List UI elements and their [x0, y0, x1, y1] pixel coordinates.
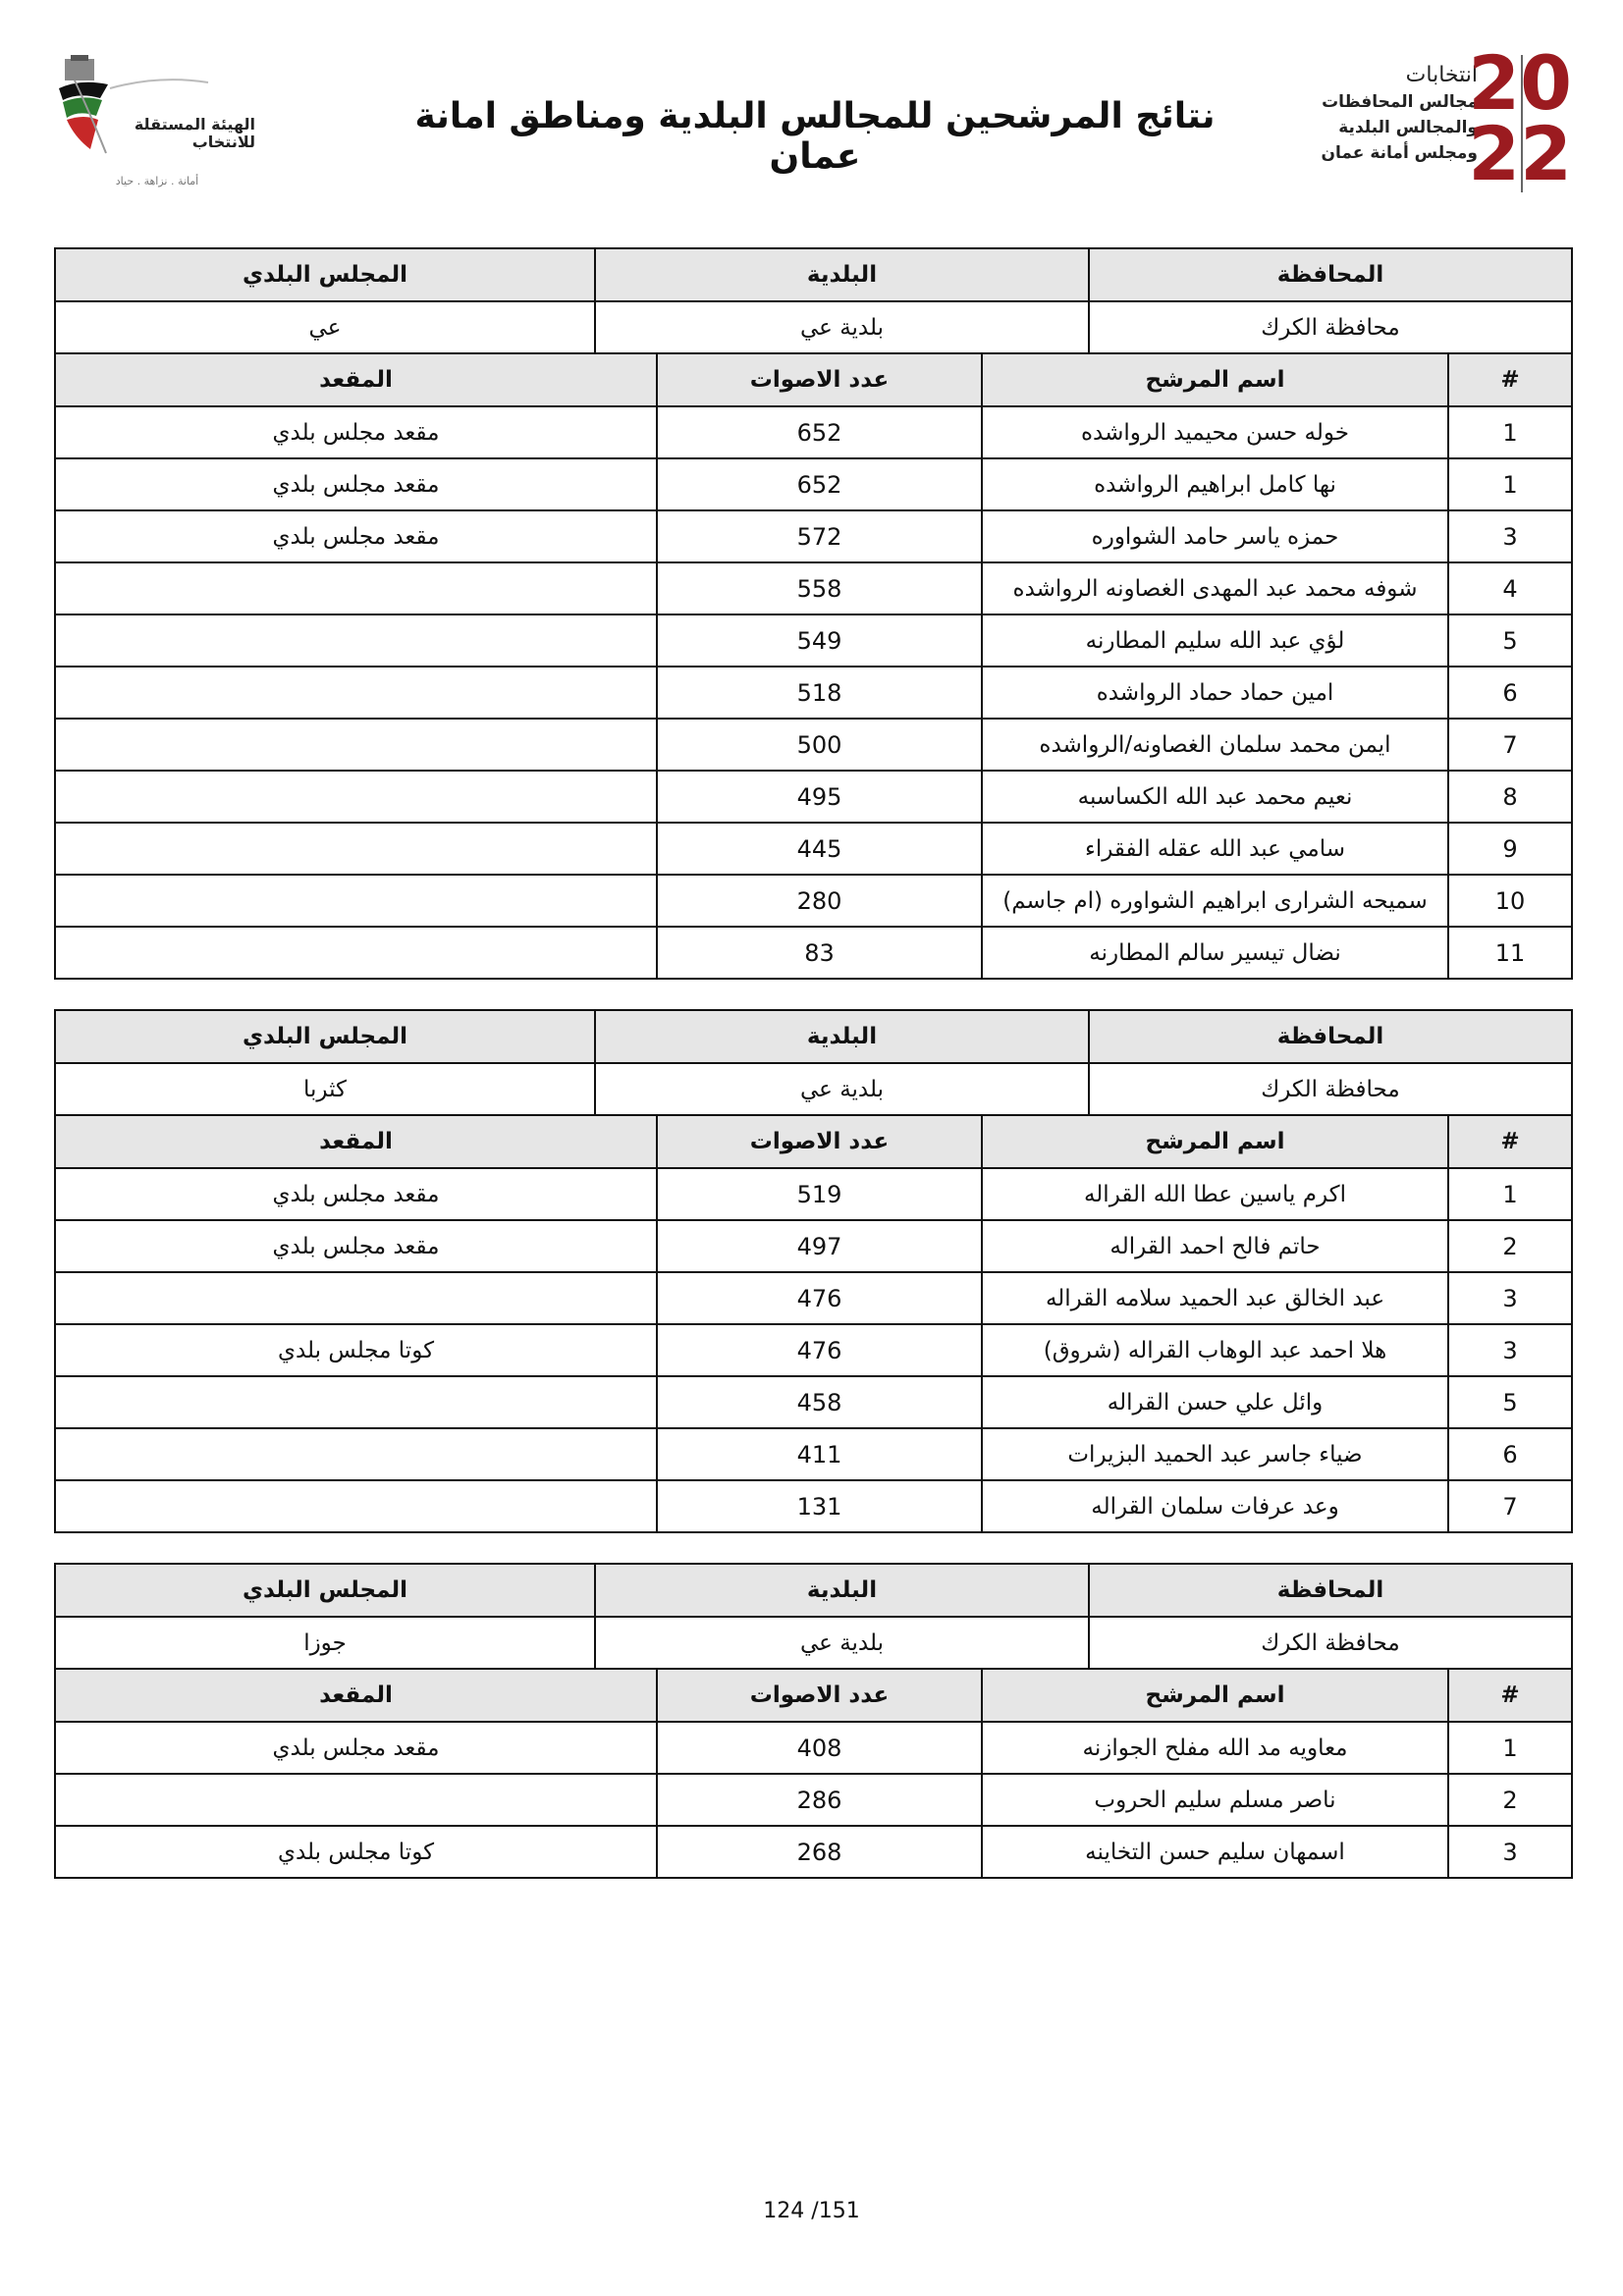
- table-row: [55, 1722, 1572, 1774]
- location-table: [54, 247, 1573, 354]
- governorate-header: المحافظة: [1089, 1564, 1572, 1617]
- candidate-name-cell: حمزه ياسر حامد الشواوره: [982, 510, 1448, 562]
- rank-cell: 3: [1448, 1826, 1572, 1878]
- seat-cell: [55, 1376, 657, 1428]
- seat-cell: مقعد مجلس بلدي: [55, 458, 657, 510]
- rank-cell: 3: [1448, 510, 1572, 562]
- index-header: #: [1448, 353, 1572, 406]
- seat-header: المقعد: [55, 1669, 657, 1722]
- rank-cell: 7: [1448, 719, 1572, 771]
- seat-cell: [55, 719, 657, 771]
- council-value: عي: [55, 301, 595, 353]
- seat-cell: مقعد مجلس بلدي: [55, 1220, 657, 1272]
- seat-cell: [55, 614, 657, 667]
- seat-cell: مقعد مجلس بلدي: [55, 406, 657, 458]
- candidate-name-cell: ناصر مسلم سليم الحروب: [982, 1774, 1448, 1826]
- municipality-header: البلدية: [595, 1010, 1089, 1063]
- seat-cell: [55, 927, 657, 979]
- votes-cell: 411: [657, 1428, 982, 1480]
- seat-cell: [55, 1428, 657, 1480]
- governorate-header: المحافظة: [1089, 248, 1572, 301]
- candidate-name-cell: وعد عرفات سلمان القراله: [982, 1480, 1448, 1532]
- municipality-header: البلدية: [595, 1564, 1089, 1617]
- rank-cell: 10: [1448, 875, 1572, 927]
- seat-cell: [55, 1774, 657, 1826]
- year-top-digits: 20: [1468, 39, 1572, 127]
- rank-cell: 3: [1448, 1272, 1572, 1324]
- table-row: [55, 771, 1572, 823]
- candidate-header: اسم المرشح: [982, 353, 1448, 406]
- rank-cell: 6: [1448, 1428, 1572, 1480]
- candidate-name-cell: عبد الخالق عبد الحميد سلامه القراله: [982, 1272, 1448, 1324]
- candidate-name-cell: اكرم ياسين عطا الله القراله: [982, 1168, 1448, 1220]
- table-row: [55, 927, 1572, 979]
- candidate-name-cell: امين حماد حماد الرواشده: [982, 667, 1448, 719]
- rank-cell: 7: [1448, 1480, 1572, 1532]
- location-table: [54, 1563, 1573, 1670]
- votes-cell: 652: [657, 458, 982, 510]
- seat-cell: [55, 667, 657, 719]
- rank-cell: 1: [1448, 1168, 1572, 1220]
- municipality-header: البلدية: [595, 248, 1089, 301]
- candidate-name-cell: لؤي عبد الله سليم المطارنه: [982, 614, 1448, 667]
- seat-cell: [55, 1272, 657, 1324]
- candidate-name-cell: حاتم فالح احمد القراله: [982, 1220, 1448, 1272]
- candidate-name-cell: ايمن محمد سلمان الغصاونه/الرواشده: [982, 719, 1448, 771]
- seat-cell: [55, 562, 657, 614]
- votes-cell: 558: [657, 562, 982, 614]
- table-row: [55, 667, 1572, 719]
- index-header: #: [1448, 1115, 1572, 1168]
- candidate-name-cell: نها كامل ابراهيم الرواشده: [982, 458, 1448, 510]
- candidate-name-cell: شوفه محمد عبد المهدى الغصاونه الرواشده: [982, 562, 1448, 614]
- seat-cell: كوتا مجلس بلدي: [55, 1826, 657, 1878]
- votes-cell: 549: [657, 614, 982, 667]
- rank-cell: 3: [1448, 1324, 1572, 1376]
- rank-cell: 8: [1448, 771, 1572, 823]
- votes-cell: 572: [657, 510, 982, 562]
- council-value: جوزا: [55, 1617, 595, 1669]
- table-row: [55, 1324, 1572, 1376]
- seat-cell: [55, 823, 657, 875]
- seat-cell: مقعد مجلس بلدي: [55, 1168, 657, 1220]
- candidate-name-cell: معاويه مد الله مفلح الجوازنه: [982, 1722, 1448, 1774]
- commission-tagline: أمانة . نزاهة . حياد: [115, 175, 199, 187]
- candidate-name-cell: سامي عبد الله عقله الفقراء: [982, 823, 1448, 875]
- candidate-name-cell: هلا احمد عبد الوهاب القراله (شروق): [982, 1324, 1448, 1376]
- governorate-value: محافظة الكرك: [1089, 1063, 1572, 1115]
- votes-cell: 280: [657, 875, 982, 927]
- table-row: [55, 562, 1572, 614]
- municipality-value: بلدية عي: [595, 301, 1089, 353]
- table-row: [55, 1168, 1572, 1220]
- candidate-header: اسم المرشح: [982, 1115, 1448, 1168]
- results-table-block: [54, 247, 1571, 980]
- table-row: [55, 1376, 1572, 1428]
- governorate-header: المحافظة: [1089, 1010, 1572, 1063]
- location-table: [54, 1009, 1573, 1116]
- municipality-value: بلدية عي: [595, 1063, 1089, 1115]
- candidate-name-cell: ضياء جاسر عبد الحميد البزيرات: [982, 1428, 1448, 1480]
- seat-cell: كوتا مجلس بلدي: [55, 1324, 657, 1376]
- table-row: [55, 1480, 1572, 1532]
- elections-2022-caption: [1311, 63, 1478, 166]
- seat-cell: [55, 771, 657, 823]
- year-2022-logo: [1468, 39, 1572, 197]
- votes-cell: 286: [657, 1774, 982, 1826]
- commission-name: الهيئة المستقلة للانتخاب: [134, 115, 255, 151]
- table-row: [55, 1272, 1572, 1324]
- seat-header: المقعد: [55, 353, 657, 406]
- page-number: 124 /151: [763, 2199, 860, 2223]
- year-bottom-digits: 22: [1468, 110, 1572, 197]
- votes-cell: 497: [657, 1220, 982, 1272]
- votes-cell: 500: [657, 719, 982, 771]
- votes-cell: 131: [657, 1480, 982, 1532]
- governorate-value: محافظة الكرك: [1089, 1617, 1572, 1669]
- table-row: [55, 1428, 1572, 1480]
- votes-header: عدد الاصوات: [657, 353, 982, 406]
- rank-cell: 6: [1448, 667, 1572, 719]
- council-header: المجلس البلدي: [55, 248, 595, 301]
- candidate-name-cell: نعيم محمد عبد الله الكساسبه: [982, 771, 1448, 823]
- council-header: المجلس البلدي: [55, 1564, 595, 1617]
- rank-cell: 4: [1448, 562, 1572, 614]
- candidates-table: [54, 1668, 1573, 1879]
- candidate-name-cell: اسمهان سليم حسن التخاينه: [982, 1826, 1448, 1878]
- rank-cell: 5: [1448, 1376, 1572, 1428]
- candidate-name-cell: وائل علي حسن القراله: [982, 1376, 1448, 1428]
- table-row: [55, 719, 1572, 771]
- seat-cell: مقعد مجلس بلدي: [55, 510, 657, 562]
- index-header: #: [1448, 1669, 1572, 1722]
- candidates-table: [54, 352, 1573, 980]
- results-table-block: [54, 1563, 1571, 1879]
- rank-cell: 11: [1448, 927, 1572, 979]
- page-title: نتائج المرشحين للمجالس البلدية ومناطق امانة عمان: [414, 96, 1216, 177]
- council-header: المجلس البلدي: [55, 1010, 595, 1063]
- rank-cell: 5: [1448, 614, 1572, 667]
- rank-cell: 2: [1448, 1774, 1572, 1826]
- rank-cell: 9: [1448, 823, 1572, 875]
- candidate-name-cell: سميحه الشرارى ابراهيم الشواوره (ام جاسم): [982, 875, 1448, 927]
- votes-cell: 458: [657, 1376, 982, 1428]
- seat-header: المقعد: [55, 1115, 657, 1168]
- votes-header: عدد الاصوات: [657, 1115, 982, 1168]
- elections-word: انتخابات: [1405, 63, 1478, 87]
- votes-cell: 83: [657, 927, 982, 979]
- votes-cell: 445: [657, 823, 982, 875]
- votes-cell: 495: [657, 771, 982, 823]
- votes-cell: 268: [657, 1826, 982, 1878]
- candidates-table: [54, 1114, 1573, 1533]
- votes-header: عدد الاصوات: [657, 1669, 982, 1722]
- municipality-value: بلدية عي: [595, 1617, 1089, 1669]
- table-row: [55, 510, 1572, 562]
- votes-cell: 519: [657, 1168, 982, 1220]
- seat-cell: مقعد مجلس بلدي: [55, 1722, 657, 1774]
- table-row: [55, 1220, 1572, 1272]
- table-row: [55, 614, 1572, 667]
- table-row: [55, 406, 1572, 458]
- seat-cell: [55, 875, 657, 927]
- candidate-name-cell: خوله حسن محيميد الرواشده: [982, 406, 1448, 458]
- candidate-header: اسم المرشح: [982, 1669, 1448, 1722]
- votes-cell: 408: [657, 1722, 982, 1774]
- rank-cell: 1: [1448, 406, 1572, 458]
- governorate-value: محافظة الكرك: [1089, 301, 1572, 353]
- rank-cell: 2: [1448, 1220, 1572, 1272]
- table-row: [55, 1826, 1572, 1878]
- elections-line: ومجلس أمانة عمان: [1321, 143, 1478, 163]
- votes-cell: 476: [657, 1324, 982, 1376]
- votes-cell: 518: [657, 667, 982, 719]
- results-table-block: [54, 1009, 1571, 1533]
- elections-line: والمجالس البلدية: [1338, 118, 1478, 137]
- candidate-name-cell: نضال تيسير سالم المطارنه: [982, 927, 1448, 979]
- page-header: [0, 0, 1623, 206]
- table-row: [55, 458, 1572, 510]
- rank-cell: 1: [1448, 458, 1572, 510]
- table-row: [55, 823, 1572, 875]
- table-row: [55, 875, 1572, 927]
- rank-cell: 1: [1448, 1722, 1572, 1774]
- seat-cell: [55, 1480, 657, 1532]
- council-value: كثربا: [55, 1063, 595, 1115]
- table-row: [55, 1774, 1572, 1826]
- votes-cell: 476: [657, 1272, 982, 1324]
- elections-line: مجالس المحافظات: [1322, 92, 1478, 112]
- votes-cell: 652: [657, 406, 982, 458]
